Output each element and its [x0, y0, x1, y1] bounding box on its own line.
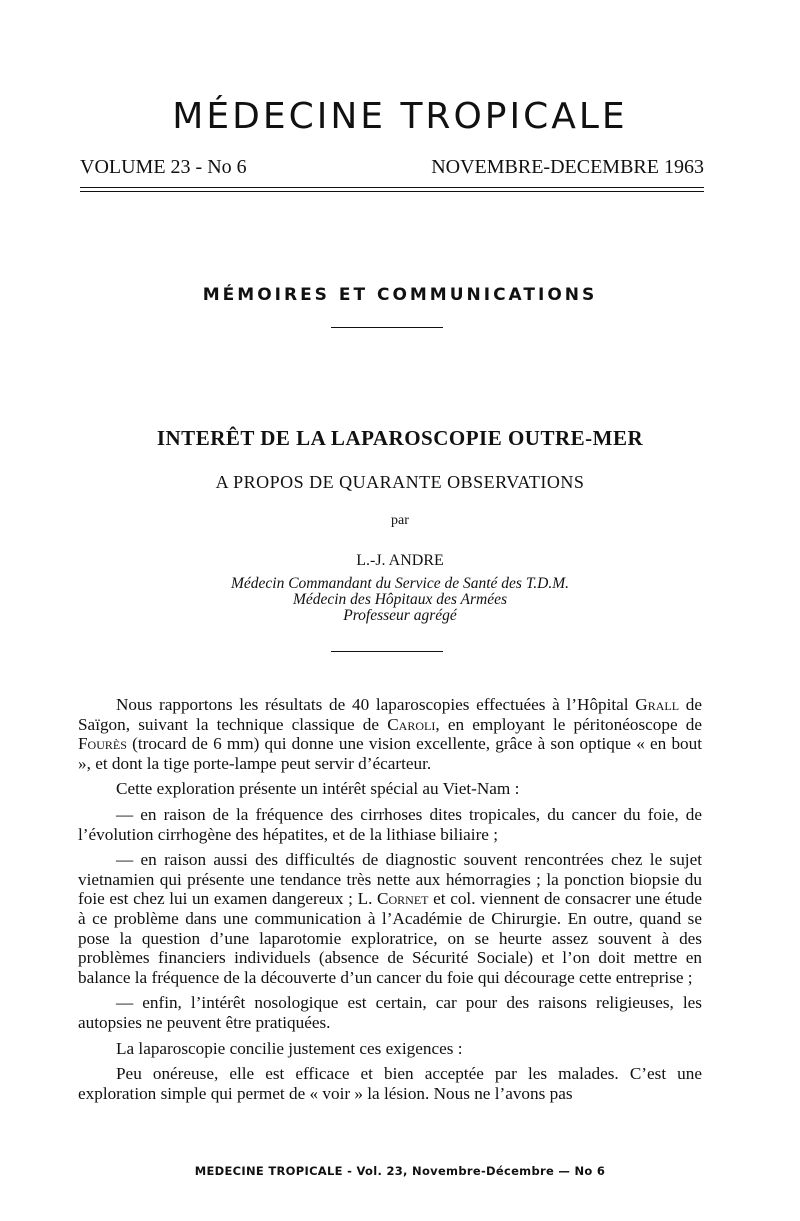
- paragraph-5: — enfin, l’intérêt nosologique est certain, car pour des raisons religieuses, les autopsies ne peuvent être pratiquées.: [78, 993, 702, 1032]
- masthead-double-rule: [80, 187, 704, 192]
- section-heading: MÉMOIRES ET COMMUNICATIONS: [202, 285, 598, 305]
- section-divider: [331, 327, 443, 328]
- text-run: de Saïgon, suivant la technique classique de: [78, 695, 702, 734]
- author-affiliation-3: Professeur agrégé: [343, 607, 457, 624]
- issue-date: NOVEMBRE-DECEMBRE 1963: [431, 156, 704, 178]
- paragraph-7: Peu onéreuse, elle est efficace et bien acceptée par les malades. C’est une exploration simple qui permet de « voir » la lésion. Nous ne l’avons pas: [78, 1064, 702, 1103]
- author-affiliation-1: Médecin Commandant du Service de Santé des T.D.M.: [230, 575, 570, 592]
- text-run: Nous rapportons les résultats de 40 laparoscopies effectuées à l’Hôpital: [116, 695, 636, 714]
- paragraph-3: — en raison de la fréquence des cirrhoses dites tropicales, du cancer du foie, de l’évolution cirrhogène des hépatites, et de la lithiase biliaire ;: [78, 804, 702, 844]
- name-foures: Fourès: [78, 734, 127, 754]
- byline-divider: [331, 651, 443, 652]
- paragraph-1: [78, 695, 702, 773]
- author-affiliation-2: Médecin des Hôpitaux des Armées: [292, 591, 508, 608]
- byline-par: par: [391, 513, 409, 528]
- name-cornet: Cornet: [377, 889, 429, 909]
- volume-number: VOLUME 23 - No 6: [80, 156, 247, 178]
- text-run: (trocard de 6 mm) qui donne une vision excellente, grâce à son optique « en bout », et dont la tige porte-lampe peut servir d’écarteur.: [78, 734, 702, 773]
- text-run: , en employant le péritonéoscope de: [435, 714, 702, 734]
- paragraph-2: Cette exploration présente un intérêt spécial au Viet-Nam :: [116, 779, 520, 799]
- text-run: — en raison aussi des difficultés de diagnostic souvent rencontrées chez le sujet vietnamien qui présente une tendance très nette aux hémorragies ; la ponction biopsie du foie est chez lui un examen dangereux ; L.: [78, 850, 702, 909]
- paragraph-4: [78, 850, 702, 987]
- article-title: INTERÊT DE LA LAPAROSCOPIE OUTRE-MER: [156, 426, 644, 450]
- name-grall: Grall: [635, 695, 680, 714]
- article-subtitle: A PROPOS DE QUARANTE OBSERVATIONS: [215, 472, 585, 492]
- paragraph-6: La laparoscopie concilie justement ces exigences :: [116, 1038, 463, 1058]
- page-footer: MEDECINE TROPICALE - Vol. 23, Novembre-Décembre — No 6: [194, 1164, 606, 1178]
- issue-line: [80, 153, 704, 181]
- text-run: et col. viennent de consacrer une étude à ce problème dans une communication à l’Académie de Chirurgie. En outre, quand se pose la question d’une laparotomie exploratrice, on se heurte assez souvent à des problèmes financiers individuels (absence de Sécurité Sociale) et l’on doit mettre en balance la fréquence de la découverte d’un cancer du foie qui décourage cette entreprise ;: [78, 889, 702, 987]
- journal-masthead: MÉDECINE TROPICALE: [172, 96, 628, 137]
- article-body: [78, 695, 702, 1103]
- author-name: L.-J. ANDRE: [356, 552, 444, 569]
- name-caroli: Caroli: [387, 714, 436, 734]
